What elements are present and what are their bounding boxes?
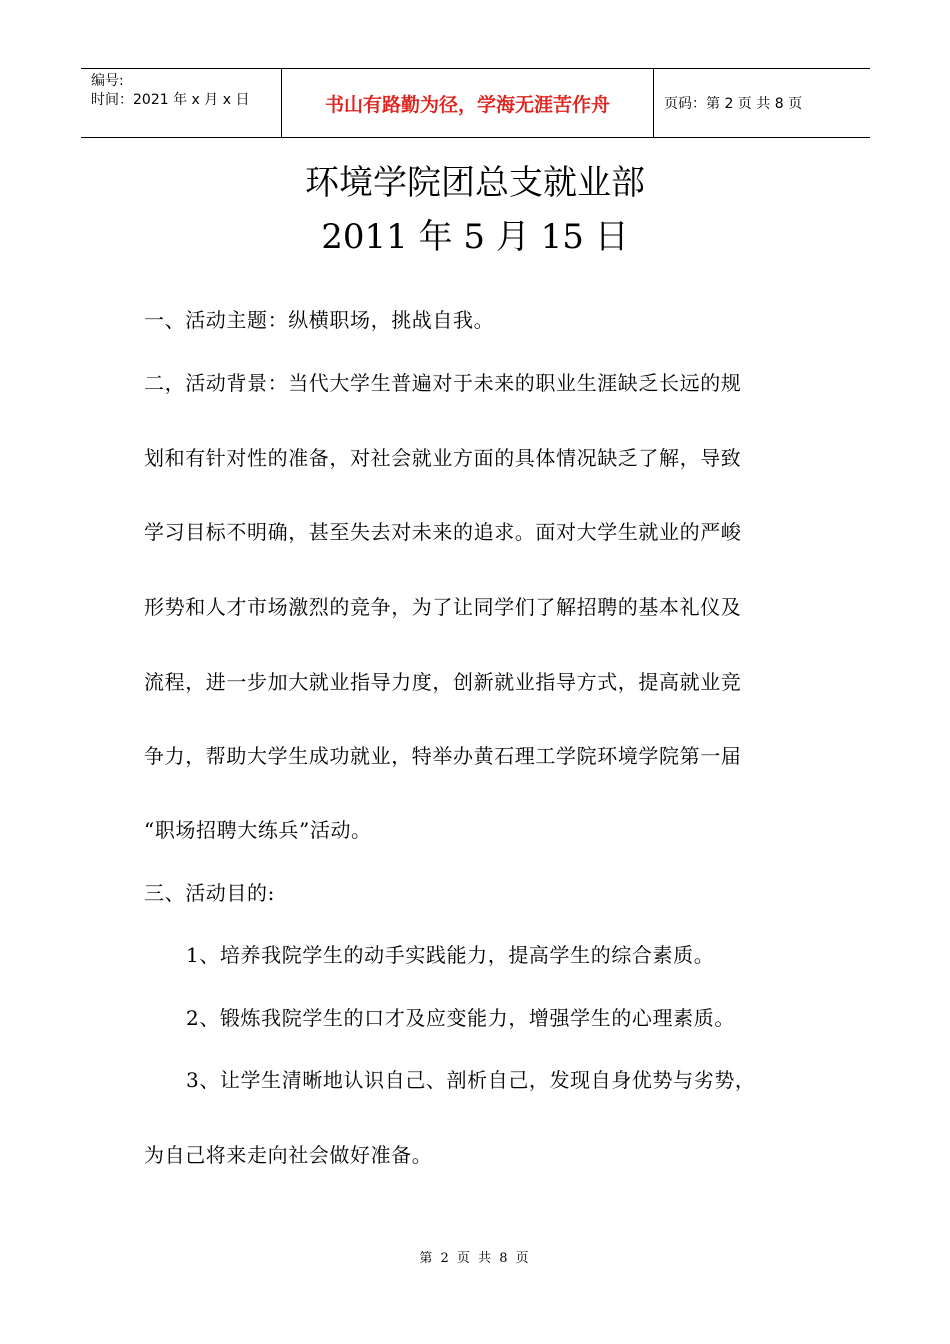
number-label: 编号:	[91, 73, 124, 89]
background-line: “职场招聘大练兵”活动。	[144, 818, 372, 842]
background-line: 争力，帮助大学生成功就业，特举办黄石理工学院环境学院第一届	[144, 744, 742, 768]
purpose-item: 2、锻炼我院学生的口才及应变能力，增强学生的心理素质。	[186, 1006, 735, 1030]
purpose-heading: 三、活动目的:	[144, 881, 275, 905]
background-line: 划和有针对性的准备，对社会就业方面的具体情况缺乏了解，导致	[144, 446, 742, 470]
purpose-item: 3、让学生清晰地认识自己、剖析自己，发现自身优势与劣势，	[186, 1068, 756, 1092]
document-date: 2011 年 5 月 15 日	[321, 217, 629, 257]
document-title: 环境学院团总支就业部	[305, 163, 645, 203]
header-motto: 书山有路勤为径，学海无涯苦作舟	[281, 69, 654, 137]
background-line: 形势和人才市场激烈的竞争，为了让同学们了解招聘的基本礼仪及	[144, 595, 742, 619]
page-footer: 第 2 页 共 8 页	[419, 1251, 531, 1266]
header-meta	[81, 69, 281, 137]
purpose-continuation: 为自己将来走向社会做好准备。	[144, 1143, 433, 1167]
background-line: 二，活动背景：当代大学生普遍对于未来的职业生涯缺乏长远的规	[144, 371, 742, 395]
page-header	[81, 68, 870, 138]
header-page-info: 页码：第 2 页 共 8 页	[664, 96, 803, 112]
background-line: 学习目标不明确，甚至失去对未来的追求。面对大学生就业的严峻	[144, 520, 742, 544]
time-label: 时间：2021 年 x 月 x 日	[91, 92, 250, 108]
purpose-item: 1、培养我院学生的动手实践能力，提高学生的综合素质。	[186, 943, 715, 967]
theme-paragraph: 一、活动主题：纵横职场，挑战自我。	[144, 308, 495, 332]
background-line: 流程，进一步加大就业指导力度，创新就业指导方式，提高就业竞	[144, 670, 742, 694]
